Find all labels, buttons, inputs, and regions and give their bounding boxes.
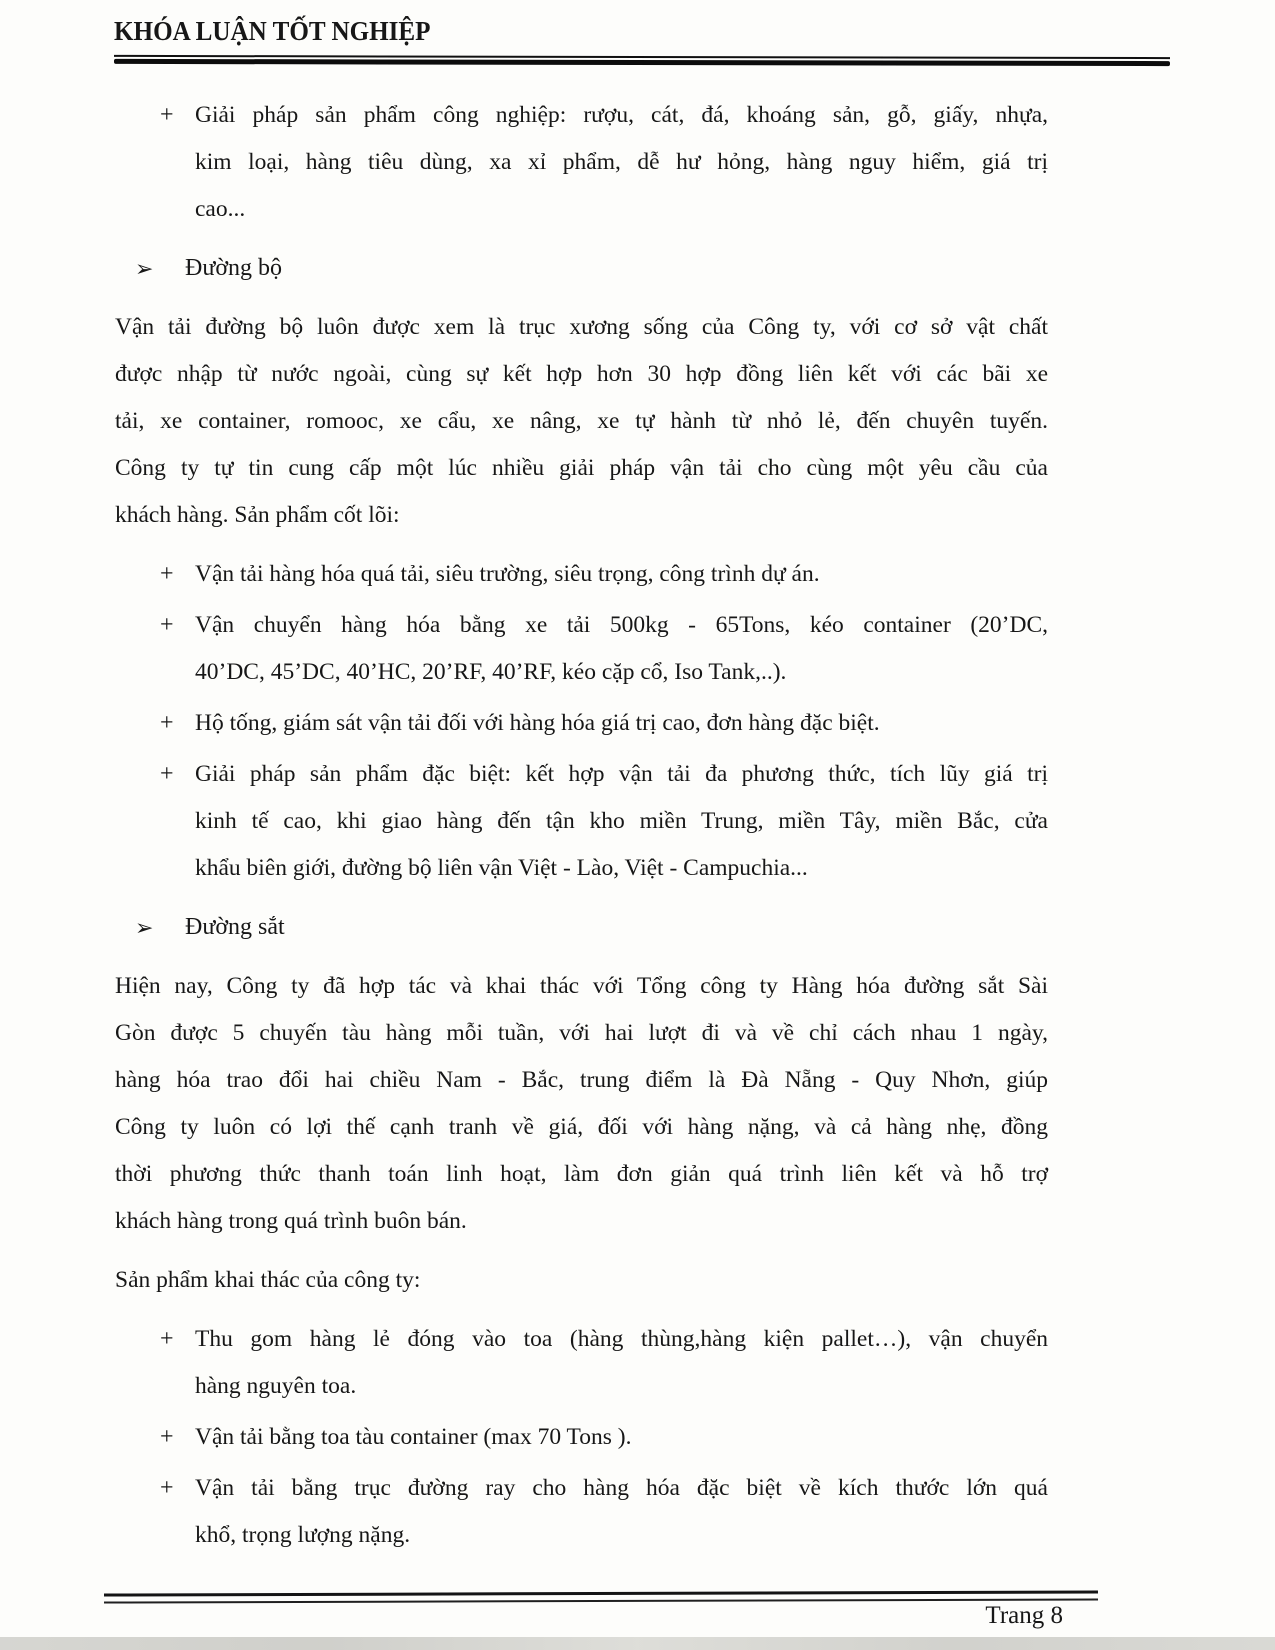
bullet-item-special-solutions [115,751,1048,892]
text-line: Thu gom hàng lẻ đóng vào toa (hàng thùng,hàng kiện pallet…), vận chuyển [195,1326,1048,1352]
plus-bullet-marker: + [160,612,174,638]
bullet-item-lcl-wagon [115,1316,1048,1410]
text-line: khẩu biên giới, đường bộ liên vận Việt - Lào, Việt - Campuchia... [195,855,808,881]
text-line: tải, xe container, romooc, xe cẩu, xe nâng, xe tự hành từ nhỏ lẻ, đến chuyên tuyến. [115,408,1048,434]
bullet-item-escort-monitoring [115,700,1048,747]
bullet-item-industrial-products [115,92,1048,233]
plus-bullet-marker: + [160,561,174,587]
text-line: Hộ tống, giám sát vận tải đối với hàng hóa giá trị cao, đơn hàng đặc biệt. [195,710,880,736]
plus-bullet-marker: + [160,761,174,787]
text-line: Giải pháp sản phẩm công nghiệp: rượu, cát, đá, khoáng sản, gỗ, giấy, nhựa, [195,102,1048,128]
page-body [115,92,1048,1559]
text-line: kinh tế cao, khi giao hàng đến tận kho miền Trung, miền Tây, miền Bắc, cửa [195,808,1048,834]
paragraph-rail-transport [115,963,1048,1245]
text-line: khổ, trọng lượng nặng. [195,1522,411,1548]
arrowhead-bullet-icon: ➢ [135,915,154,940]
paragraph-road-transport [115,304,1048,539]
scan-edge-artifact [0,1637,1275,1650]
text-line: 40’DC, 45’DC, 40’HC, 20’RF, 40’RF, kéo cặp cổ, Iso Tank,..). [195,659,787,685]
bullet-item-container-wagon [115,1414,1048,1461]
text-line: Hiện nay, Công ty đã hợp tác và khai thác với Tổng công ty Hàng hóa đường sắt Sài [115,973,1048,999]
text-line: cao... [195,196,246,222]
footer-divider [104,1590,1098,1603]
paragraph-products-intro [115,1257,1048,1304]
plus-bullet-marker: + [160,710,174,736]
arrowhead-bullet-icon: ➢ [135,256,154,281]
text-line: hàng hóa trao đổi hai chiều Nam - Bắc, trung điểm là Đà Nẵng - Quy Nhơn, giúp [115,1067,1048,1093]
text-line: khách hàng. Sản phẩm cốt lõi: [115,502,400,528]
section-heading-label: Đường sắt [185,914,285,940]
text-line: Vận chuyển hàng hóa bằng xe tải 500kg - 65Tons, kéo container (20’DC, [195,612,1048,638]
section-heading-road [115,245,1048,292]
section-heading-label: Đường bộ [185,255,283,281]
text-line: Gòn được 5 chuyến tàu hàng mỗi tuần, với hai lượt đi và về chỉ cách nhau 1 ngày, [115,1020,1048,1046]
text-line: kim loại, hàng tiêu dùng, xa xỉ phẩm, dễ hư hỏng, hàng nguy hiểm, giá trị [195,149,1048,175]
page-header-title: KHÓA LUẬN TỐT NGHIỆP [114,16,431,46]
text-line: Giải pháp sản phẩm đặc biệt: kết hợp vận tải đa phương thức, tích lũy giá trị [195,761,1048,787]
bullet-item-truck-container [115,602,1048,696]
header-divider [114,55,1170,66]
text-line: khách hàng trong quá trình buôn bán. [115,1208,467,1234]
text-line: Vận tải bằng trục đường ray cho hàng hóa đặc biệt về kích thước lớn quá [195,1475,1048,1501]
plus-bullet-marker: + [160,1475,174,1501]
text-line: được nhập từ nước ngoài, cùng sự kết hợp hơn 30 hợp đồng liên kết với các bãi xe [115,361,1048,387]
bullet-item-rail-oversize [115,1465,1048,1559]
section-heading-rail [115,904,1048,951]
plus-bullet-marker: + [160,1326,174,1352]
bullet-item-oversize-cargo [115,551,1048,598]
text-line: hàng nguyên toa. [195,1373,357,1399]
text-line: Vận tải đường bộ luôn được xem là trục xương sống của Công ty, với cơ sở vật chất [115,314,1048,340]
text-line: thời phương thức thanh toán linh hoạt, làm đơn giản quá trình liên kết và hỗ trợ [115,1161,1048,1187]
page-number: Trang 8 [985,1602,1063,1629]
plus-bullet-marker: + [160,1424,174,1450]
text-line: Vận tải hàng hóa quá tải, siêu trường, siêu trọng, công trình dự án. [195,561,820,587]
text-line: Công ty tự tin cung cấp một lúc nhiều giải pháp vận tải cho cùng một yêu cầu của [115,455,1048,481]
text-line: Sản phẩm khai thác của công ty: [115,1267,421,1293]
plus-bullet-marker: + [160,102,174,128]
text-line: Vận tải bằng toa tàu container (max 70 Tons ). [195,1424,632,1450]
text-line: Công ty luôn có lợi thế cạnh tranh về giá, đối với hàng nặng, và cả hàng nhẹ, đồng [115,1114,1048,1140]
